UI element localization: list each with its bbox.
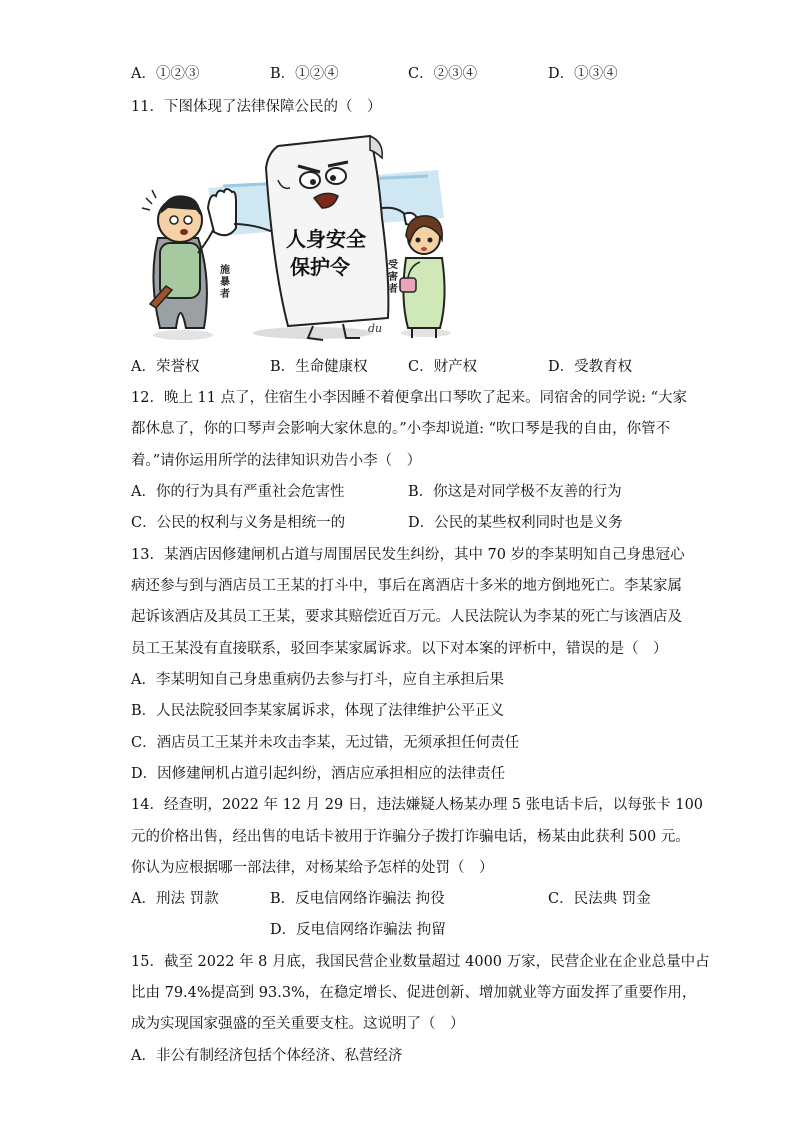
q14-option-d: D．反电信网络诈骗法 拘留 <box>270 922 446 938</box>
q10-option-b: B．①②④ <box>270 66 339 82</box>
cartoon-illustration <box>138 128 468 343</box>
victim-label-char-1: 受 <box>388 260 398 271</box>
victim-label-char-3: 者 <box>388 284 398 295</box>
protection-order-cartoon <box>138 128 468 343</box>
q15-stem-line-1: 15．截至 2022 年 8 月底，我国民营企业数量超过 4000 万家，民营企业在企业总量中占 <box>131 954 710 970</box>
q12-option-d: D．公民的某些权利同时也是义务 <box>408 515 623 531</box>
q14-option-a: A．刑法 罚款 <box>131 891 219 907</box>
q14-stem-line-3: 你认为应根据哪一部法律，对杨某给予怎样的处罚（ ） <box>131 860 494 876</box>
q15-stem-line-3: 成为实现国家强盛的至关重要支柱。这说明了（ ） <box>131 1016 465 1032</box>
q14-option-c: C．民法典 罚金 <box>548 891 651 907</box>
q13-option-a: A．李某明知自己身患重病仍去参与打斗，应自主承担后果 <box>131 672 504 688</box>
q13-option-c: C．酒店员工王某并未攻击李某，无过错，无须承担任何责任 <box>131 735 520 751</box>
q13-stem-line-4: 员工王某没有直接联系，驳回李某家属诉求。以下对本案的评析中，错误的是（ ） <box>131 641 668 657</box>
q13-option-b: B．人民法院驳回李某家属诉求，体现了法律维护公平正义 <box>131 703 505 719</box>
q15-option-a: A．非公有制经济包括个体经济、私营经济 <box>131 1048 403 1064</box>
q11-option-b: B．生命健康权 <box>270 359 368 375</box>
victim-label-char-2: 害 <box>388 272 398 283</box>
q11-option-a: A．荣誉权 <box>131 359 200 375</box>
q10-option-d: D．①③④ <box>548 66 618 82</box>
q11-stem: 11．下图体现了法律保障公民的（ ） <box>131 99 382 115</box>
q11-option-c: C．财产权 <box>408 359 478 375</box>
order-title-line2: 保护令 <box>290 255 350 279</box>
q12-option-b: B．你这是对同学极不友善的行为 <box>408 484 622 500</box>
q14-stem-line-1: 14．经查明，2022 年 12 月 29 日，违法嫌疑人杨某办理 5 张电话卡后，以每张卡 100 <box>131 797 704 813</box>
signature-mark: du <box>368 322 383 335</box>
q12-option-c: C．公民的权利与义务是相统一的 <box>131 515 346 531</box>
order-title-line1: 人身安全 <box>286 227 366 251</box>
q12-stem-line-1: 12．晚上 11 点了，住宿生小李因睡不着便拿出口琴吹了起来。同宿舍的同学说: “大家 <box>131 390 688 406</box>
protection-order-document <box>266 136 418 340</box>
aggressor-label-char-2: 暴 <box>220 277 230 288</box>
q13-stem-line-2: 病还参与到与酒店员工王某的打斗中，事后在离酒店十多米的地方倒地死亡。李某家属 <box>131 578 682 594</box>
q12-stem-line-2: 都休息了，你的口琴声会影响大家休息的。”小李却说道: “吹口琴是我的自由，你管不 <box>131 421 671 437</box>
aggressor-label-char-3: 者 <box>220 289 230 300</box>
q10-option-a: A．①②③ <box>131 66 200 82</box>
q13-stem-line-3: 起诉该酒店及其员工王某，要求其赔偿近百万元。人民法院认为李某的死亡与该酒店及 <box>131 609 682 625</box>
q11-option-d: D．受教育权 <box>548 359 633 375</box>
aggressor-label-char-1: 施 <box>220 265 230 276</box>
victim-figure <box>400 216 445 338</box>
q12-stem-line-3: 着。”请你运用所学的法律知识劝告小李（ ） <box>131 453 422 469</box>
q14-option-b: B．反电信网络诈骗法 拘役 <box>270 891 445 907</box>
aggressor-figure <box>142 190 216 328</box>
q14-stem-line-2: 元的价格出售，经出售的电话卡被用于诈骗分子拨打诈骗电话，杨某由此获利 500 元。 <box>131 829 690 845</box>
q13-option-d: D．因修建闸机占道引起纠纷，酒店应承担相应的法律责任 <box>131 766 506 782</box>
q13-stem-line-1: 13．某酒店因修建闸机占道与周围居民发生纠纷，其中 70 岁的李某明知自己身患冠心 <box>131 547 685 563</box>
q15-stem-line-2: 比由 79.4%提高到 93.3%，在稳定增长、促进创新、增加就业等方面发挥了重要作用， <box>131 985 697 1001</box>
q12-option-a: A．你的行为具有严重社会危害性 <box>131 484 345 500</box>
q10-option-c: C．②③④ <box>408 66 478 82</box>
